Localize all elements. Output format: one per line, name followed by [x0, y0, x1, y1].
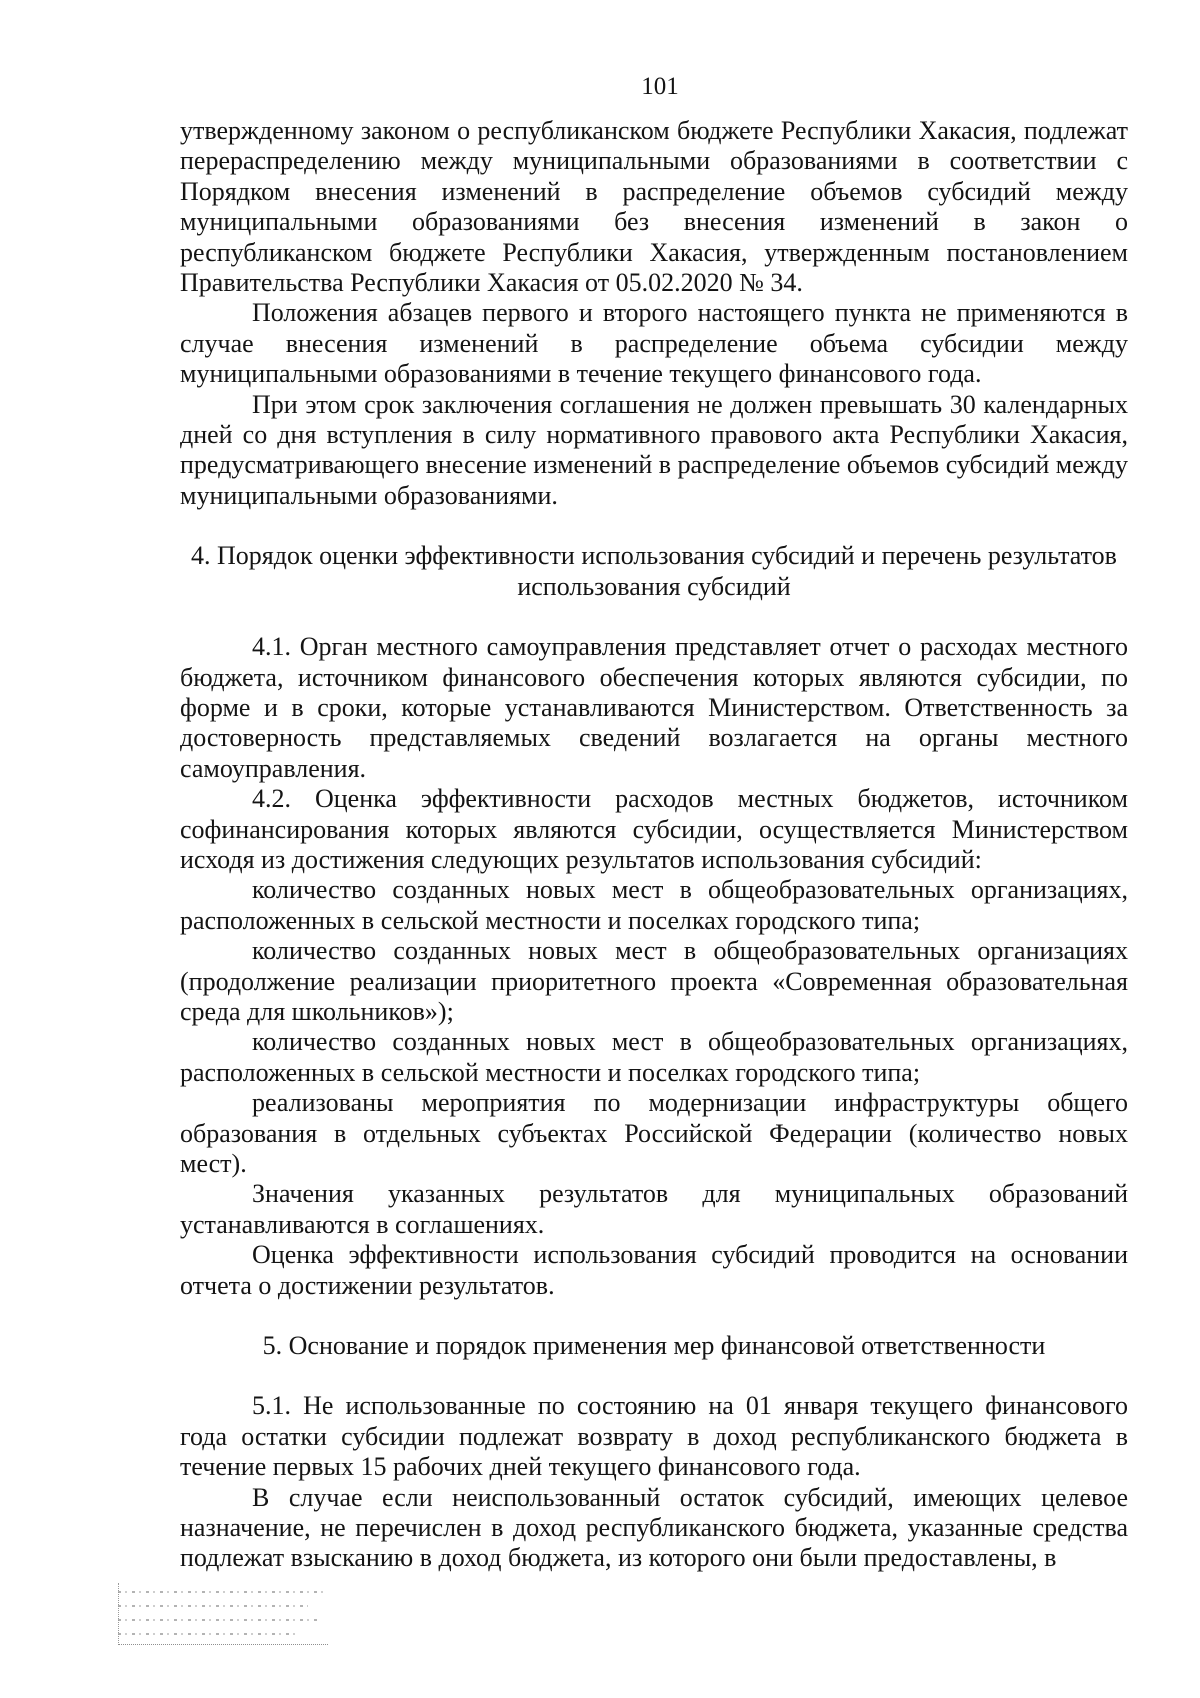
scan-stamp-mark: [118, 1583, 338, 1645]
paragraph-4-2: 4.2. Оценка эффективности расходов местных бюджетов, источником софинансирования которых являются субсидии, осуществляется Министерством исходя из достижения следующих результатов использования субсидий:: [180, 784, 1128, 874]
stamp-line: [118, 1591, 323, 1593]
paragraph-5-1: 5.1. Не использованные по состоянию на 01 января текущего финансового года остатки субсидии подлежат возврату в доход республиканского бюджета в течение первых 15 рабочих дней текущего финансового года.: [180, 1391, 1128, 1482]
paragraph: При этом срок заключения соглашения не должен превышать 30 календарных дней со дня вступления в силу нормативного правового акта Республики Хакасия, предусматривающего внесение изменений в распределение объемов субсидий между муниципальными образованиями.: [180, 389, 1128, 510]
result-item: количество созданных новых мест в общеобразовательных организациях, расположенных в сельской местности и поселках городского типа;: [180, 875, 1128, 935]
section-4-heading: 4. Порядок оценки эффективности использования субсидий и перечень результатов использования субсидий: [191, 541, 1117, 601]
spacer: [180, 602, 1128, 632]
paragraph: Значения указанных результатов для муниципальных образований устанавливаются в соглашениях.: [180, 1179, 1128, 1239]
stamp-line: [118, 1605, 308, 1607]
paragraph: В случае если неиспользованный остаток субсидий, имеющих целевое назначение, не перечислен в доход республиканского бюджета, указанные средства подлежат взысканию в доход бюджета, из которого они были предоставлены, в: [180, 1482, 1128, 1573]
spacer: [180, 511, 1128, 541]
page-number: 101: [641, 73, 679, 100]
result-item: количество созданных новых мест в общеобразовательных организациях, расположенных в сельской местности и поселках городского типа;: [180, 1027, 1128, 1087]
paragraph-4-1: 4.1. Орган местного самоуправления представляет отчет о расходах местного бюджета, источником финансового обеспечения которых являются субсидии, по форме и в сроки, которые устанавливаются Министерством. Ответственность за достоверность представляемых сведений возлагается на органы местного самоуправления.: [180, 632, 1128, 783]
paragraph: Оценка эффективности использования субсидий проводится на основании отчета о достижении результатов.: [180, 1240, 1128, 1300]
result-item: количество созданных новых мест в общеобразовательных организациях (продолжение реализации приоритетного проекта «Современная образовательная среда для школьников»);: [180, 936, 1128, 1026]
spacer: [180, 1361, 1128, 1391]
paragraph: Положения абзацев первого и второго настоящего пункта не применяются в случае внесения изменений в распределение объема субсидии между муниципальными образованиями в течение текущего финансового года.: [180, 298, 1128, 389]
stamp-line: [118, 1619, 318, 1621]
stamp-base-line: [118, 1643, 328, 1645]
paragraph-continuation: утвержденному законом о республиканском бюджете Республики Хакасия, подлежат перераспределению между муниципальными образованиями в соответствии с Порядком внесения изменений в распределение объемов субсидий между муниципальными образованиями без внесения изменений в закон о республиканском бюджете Республики Хакасия, утвержденным постановлением Правительства Республики Хакасия от 05.02.2020 № 34.: [180, 116, 1128, 298]
document-body: [180, 116, 1128, 1574]
stamp-line: [118, 1633, 298, 1635]
result-item: реализованы мероприятия по модернизации инфраструктуры общего образования в отдельных субъектах Российской Федерации (количество новых мест).: [180, 1088, 1128, 1178]
spacer: [180, 1301, 1128, 1331]
section-5-heading: 5. Основание и порядок применения мер финансовой ответственности: [262, 1331, 1046, 1361]
